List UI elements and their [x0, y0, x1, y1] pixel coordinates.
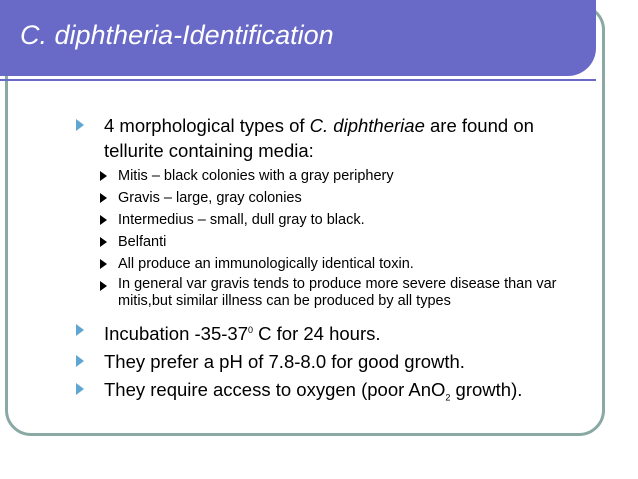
sub-bullet-text: Belfanti — [118, 234, 167, 250]
sub-bullet-arrow-icon — [100, 193, 107, 203]
sub-bullet-belfanti — [72, 232, 592, 252]
subscript-two: 2 — [445, 392, 451, 403]
slide-content — [72, 113, 592, 411]
bullet-text: They prefer a pH of 7.8-8.0 for good growth. — [104, 351, 465, 373]
bullet-text: They require access to oxygen (poor AnO — [104, 379, 446, 401]
bullet-text: 4 morphological types of — [104, 115, 310, 136]
bullet-arrow-icon — [76, 119, 84, 131]
bullet-arrow-icon — [76, 383, 84, 395]
bullet-incubation — [72, 318, 592, 346]
bullet-text-tail: C for 24 hours. — [253, 323, 381, 345]
sub-bullet-text: All produce an immunologically identical toxin. — [118, 256, 414, 272]
sub-bullet-toxin — [72, 254, 592, 274]
bullet-arrow-icon — [76, 355, 84, 367]
sub-bullet-intermedius — [72, 210, 592, 230]
sub-bullet-arrow-icon — [100, 259, 107, 269]
bullet-arrow-icon — [76, 324, 84, 336]
sub-bullet-arrow-icon — [100, 281, 107, 291]
bullet-ph — [72, 349, 592, 374]
bullet-morphological-types — [72, 113, 592, 163]
sub-bullet-gravis — [72, 188, 592, 208]
sub-bullet-text: Intermedius – small, dull gray to black. — [118, 212, 365, 228]
bullet-oxygen — [72, 377, 592, 411]
bullet-text-tail: are found on tellurite containing media: — [104, 115, 534, 161]
bullet-italic-species: C. diphtheriae — [309, 115, 425, 136]
sub-bullet-text: In general var gravis tends to produce more severe disease than var mitis,but similar illness can be produced by all types — [118, 276, 557, 309]
bullet-text-tail: growth). — [450, 379, 523, 401]
bullet-text: Incubation -35-37 — [104, 323, 248, 345]
sub-bullet-mitis — [72, 166, 592, 186]
sub-bullet-arrow-icon — [100, 215, 107, 225]
slide-title: C. diphtheria-Identification — [20, 20, 334, 50]
sub-bullet-arrow-icon — [100, 237, 107, 247]
sub-bullet-arrow-icon — [100, 171, 107, 181]
sub-bullet-severity — [72, 276, 592, 310]
title-bar — [0, 0, 596, 76]
sub-bullet-text: Gravis – large, gray colonies — [118, 190, 302, 206]
degree-superscript: 0 — [248, 325, 254, 335]
title-underline — [0, 79, 596, 81]
sub-bullet-text: Mitis – black colonies with a gray periphery — [118, 168, 394, 184]
